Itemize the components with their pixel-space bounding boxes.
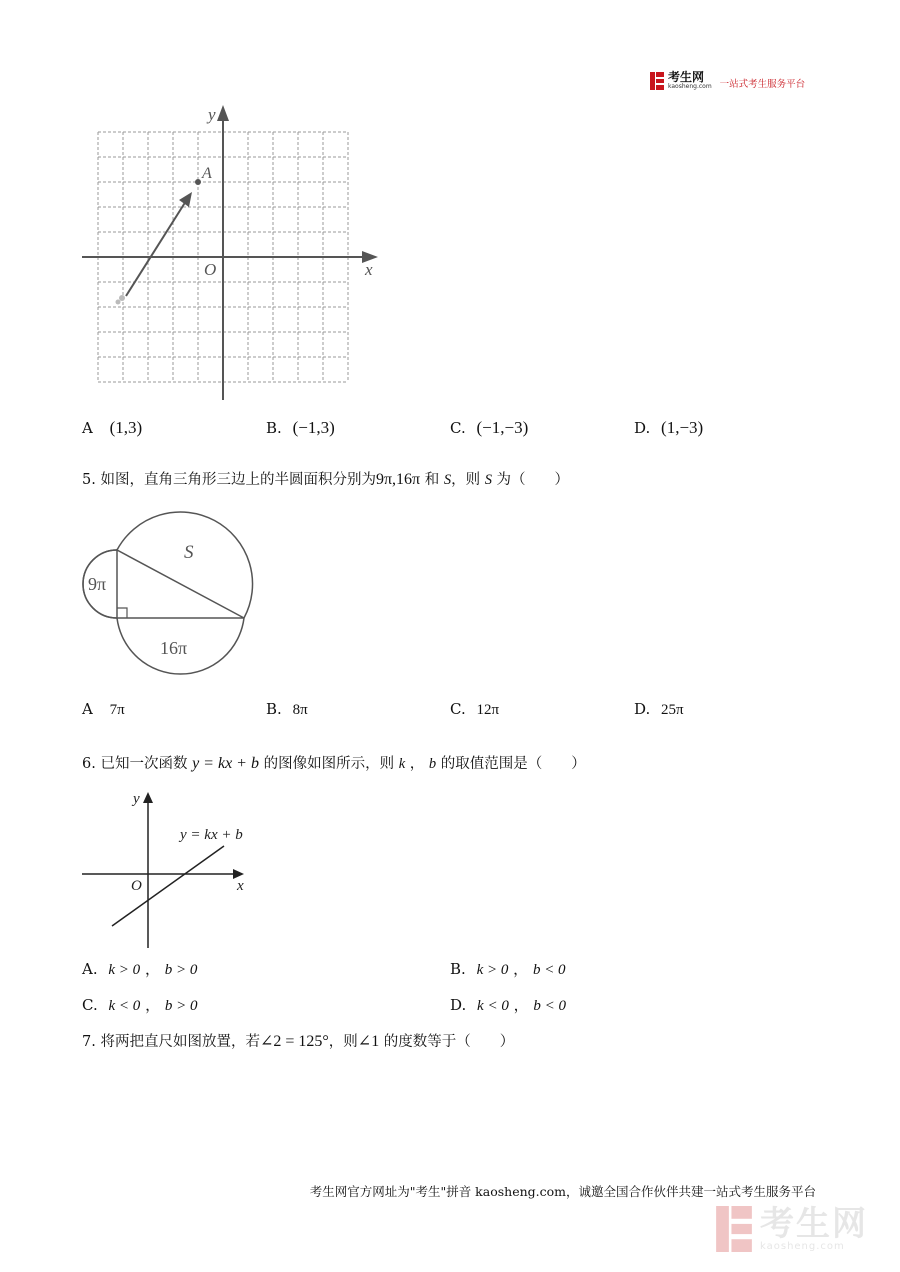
option-text: (−1,3): [292, 418, 335, 437]
brand-domain: kaosheng.com: [668, 83, 712, 90]
q6-option-c[interactable]: [82, 994, 197, 1015]
question-number: 5.: [82, 472, 96, 488]
option-text: 25π: [661, 702, 684, 718]
kaosheng-logo-icon: [650, 72, 664, 90]
q6-stem: [82, 752, 586, 773]
header-brand: [650, 72, 805, 90]
q5-option-d[interactable]: [634, 700, 684, 719]
option-text: b > 0: [164, 962, 198, 978]
option-text: (−1,−3): [476, 418, 529, 437]
point-a-label: A: [202, 165, 212, 182]
option-text: b < 0: [533, 998, 567, 1014]
q5-option-a[interactable]: [82, 700, 125, 719]
stem-text: 的图像如图所示，则: [263, 756, 395, 772]
q5-stem: [82, 468, 569, 489]
hypotenuse-semicircle: [117, 512, 253, 618]
brand-text: [668, 72, 712, 90]
option-letter: A.: [82, 960, 98, 978]
vector-arrowhead-icon: [179, 192, 192, 207]
watermark-text: [760, 1203, 868, 1252]
x-axis-label: x: [237, 878, 244, 894]
option-letter: D.: [450, 996, 467, 1014]
semicircle-triangle-figure: [78, 508, 262, 684]
stem-text: 为（ ）: [496, 472, 570, 488]
stem-math: k: [398, 756, 406, 772]
q4-option-a[interactable]: [82, 418, 142, 438]
function-line: [112, 846, 224, 926]
option-text: k > 0: [108, 962, 141, 978]
option-text: 12π: [476, 702, 500, 718]
q5-option-c[interactable]: [450, 700, 499, 719]
watermark-name: 考生网: [760, 1203, 868, 1244]
option-sep: ，: [145, 996, 161, 1014]
option-letter: A: [82, 419, 93, 437]
option-text: k > 0: [476, 962, 509, 978]
label-16pi: 16π: [160, 638, 188, 658]
option-letter: C.: [82, 996, 98, 1014]
option-letter: B.: [266, 419, 282, 437]
stem-text: 将两把直尺如图放置，若: [100, 1034, 260, 1050]
q7-stem: [82, 1030, 514, 1051]
y-axis-arrow-icon: [143, 792, 153, 803]
question-number: 7.: [82, 1034, 96, 1050]
option-letter: C.: [450, 419, 466, 437]
stem-math: 9π,16π: [375, 471, 421, 488]
stem-text: 的取值范围是（ ）: [440, 756, 586, 772]
option-sep: ，: [513, 960, 529, 978]
q6-option-a[interactable]: [82, 958, 197, 979]
q6-option-b[interactable]: [450, 958, 566, 979]
watermark: [716, 1203, 868, 1252]
footer-text: 考生网官方网址为"考生"拼音 kaosheng.com，诚邀全国合作伙伴共建一站式考生服务平台: [309, 1184, 816, 1199]
stem-text: ，则: [328, 1034, 358, 1050]
watermark-logo-icon: [716, 1206, 752, 1252]
stem-text: 已知一次函数: [100, 756, 188, 772]
option-letter: B.: [450, 960, 466, 978]
y-axis-label: y: [133, 791, 140, 807]
stem-text: ，则: [451, 472, 481, 488]
stem-math: ∠2 = 125°: [259, 1033, 329, 1050]
stem-text: 的度数等于（ ）: [383, 1034, 515, 1050]
option-sep: ，: [144, 960, 160, 978]
label-9pi: 9π: [88, 574, 107, 594]
option-text: b < 0: [532, 962, 566, 978]
label-s: S: [184, 542, 194, 563]
option-letter: B.: [266, 700, 282, 718]
right-angle-marker: [117, 608, 127, 618]
option-text: k < 0: [477, 998, 509, 1014]
brand-slogan: 一站式考生服务平台: [719, 78, 806, 90]
watermark-domain: kaosheng.com: [760, 1240, 845, 1252]
linear-function-figure: [78, 786, 258, 952]
option-letter: C.: [450, 700, 466, 718]
stem-math: y = kx + b: [192, 755, 259, 772]
brand-name: 考生网: [668, 70, 705, 84]
option-text: 8π: [292, 702, 308, 718]
option-text: (1,3): [109, 418, 143, 437]
start-point-marker-icon: [116, 295, 126, 305]
origin-label: O: [131, 878, 142, 894]
q6-option-d[interactable]: [450, 994, 566, 1015]
option-text: (1,−3): [661, 418, 704, 437]
x-axis-label: x: [365, 260, 373, 279]
stem-text: 如图，直角三角形三边上的半圆面积分别为: [100, 472, 376, 488]
stem-math: S: [443, 472, 452, 488]
function-label: y = kx + b: [180, 827, 243, 843]
q4-option-b[interactable]: [266, 418, 335, 438]
q4-option-d[interactable]: [634, 418, 703, 438]
q4-option-c[interactable]: [450, 418, 528, 438]
stem-math: b: [428, 756, 437, 772]
right-triangle: [117, 550, 244, 618]
origin-label: O: [204, 260, 217, 279]
option-letter: D.: [634, 700, 651, 718]
stem-math: ∠1: [357, 1033, 380, 1050]
q5-option-b[interactable]: [266, 700, 308, 719]
stem-math: S: [484, 472, 492, 488]
y-axis-label: y: [208, 105, 216, 124]
option-letter: A: [82, 700, 93, 718]
point-a: [195, 179, 201, 185]
question-number: 6.: [82, 756, 96, 772]
option-text: 7π: [109, 702, 125, 718]
option-letter: D.: [634, 419, 651, 437]
option-text: b > 0: [164, 998, 198, 1014]
option-text: k < 0: [108, 998, 141, 1014]
stem-text: ，: [409, 756, 425, 772]
y-axis-arrow-icon: [217, 105, 229, 121]
option-sep: ，: [513, 996, 529, 1014]
coordinate-grid-figure: [78, 100, 388, 405]
stem-text: 和: [424, 472, 440, 488]
